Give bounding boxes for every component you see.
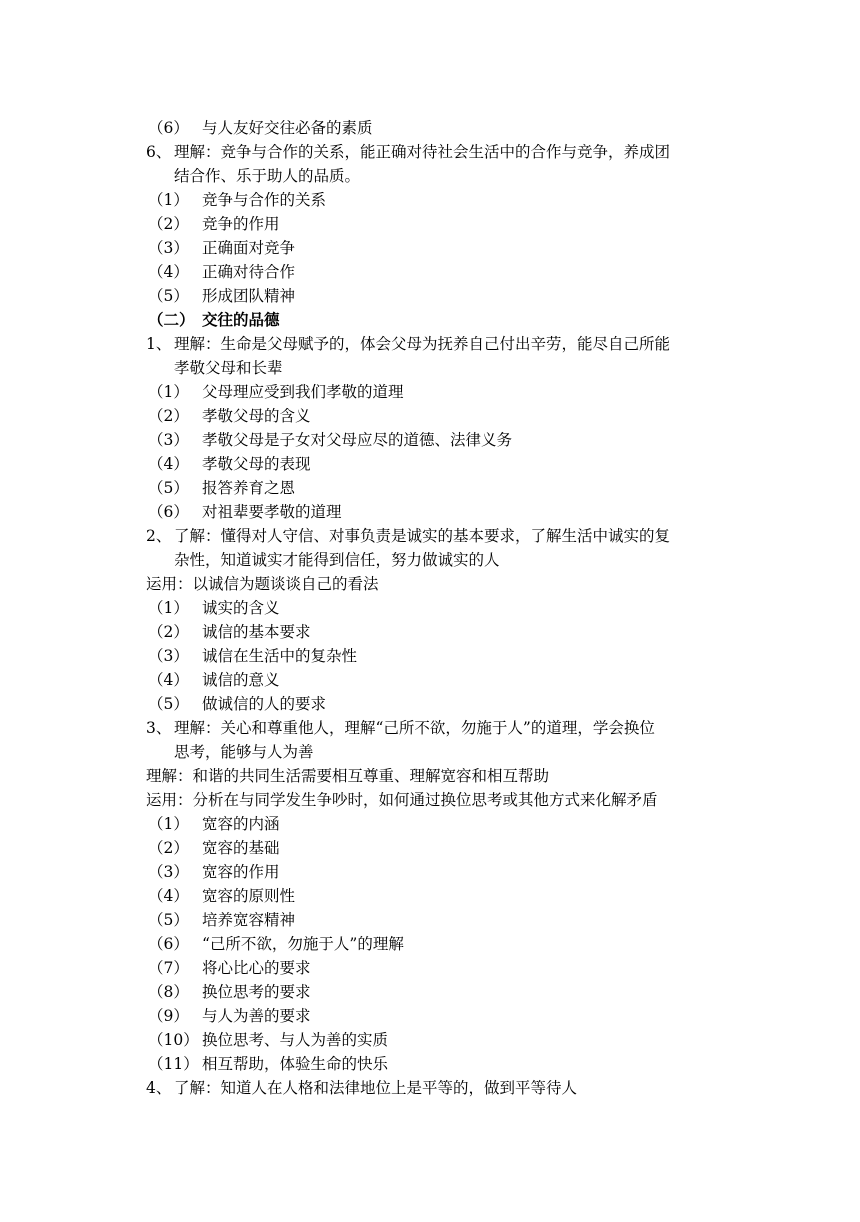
- item-number: （1）: [148, 383, 189, 401]
- item-text: 理解：竞争与合作的关系，能正确对待社会生活中的合作与竞争，养成团: [174, 143, 671, 161]
- item-number: （6）: [148, 935, 189, 953]
- item-number: （5）: [148, 911, 189, 929]
- item-text: 换位思考的要求: [202, 983, 311, 1001]
- item-number: （3）: [148, 863, 189, 881]
- item-number: 1、: [146, 335, 172, 353]
- item-text: 理解：生命是父母赋予的，体会父母为抚养自己付出辛劳，能尽自己所能: [174, 335, 671, 353]
- item-text: 正确面对竞争: [202, 239, 296, 257]
- list-item: [148, 261, 296, 283]
- item-text: 相互帮助，体验生命的快乐: [202, 1055, 389, 1073]
- section-item: [146, 141, 671, 163]
- item-number: （6）: [148, 119, 189, 137]
- item-number: （10）: [148, 1031, 199, 1049]
- item-text: 理解：关心和尊重他人，理解“己所不欲，勿施于人”的道理，学会换位: [174, 719, 655, 737]
- item-text: 换位思考、与人为善的实质: [202, 1031, 389, 1049]
- list-item: [148, 237, 296, 259]
- item-text: 孝敬父母的含义: [202, 407, 311, 425]
- list-item: [148, 645, 358, 667]
- heading-number: （二）: [148, 310, 195, 329]
- item-number: 3、: [146, 719, 172, 737]
- item-number: （8）: [148, 983, 189, 1001]
- item-number: （5）: [148, 479, 189, 497]
- list-item: [148, 861, 280, 883]
- item-text: 对祖辈要孝敬的道理: [202, 503, 342, 521]
- item-text: 父母理应受到我们孝敬的道理: [202, 383, 404, 401]
- list-item: [148, 501, 342, 523]
- list-item: [148, 453, 311, 475]
- section-item: [146, 1077, 578, 1099]
- item-number: （9）: [148, 1007, 189, 1025]
- list-item: [148, 213, 280, 235]
- item-text: 了解：懂得对人守信、对事负责是诚实的基本要求，了解生活中诚实的复: [174, 527, 671, 545]
- item-number: 2、: [146, 527, 172, 545]
- item-number: （4）: [148, 263, 189, 281]
- item-number: （3）: [148, 239, 189, 257]
- item-text: 诚实的含义: [202, 599, 280, 617]
- list-item: [148, 189, 327, 211]
- item-text: 竞争与合作的关系: [202, 191, 327, 209]
- item-text: 培养宽容精神: [202, 911, 296, 929]
- item-text: 宽容的作用: [202, 863, 280, 881]
- item-number: （4）: [148, 455, 189, 473]
- item-number: （2）: [148, 839, 189, 857]
- list-item: [148, 885, 296, 907]
- list-item: [148, 405, 311, 427]
- section-heading: [148, 309, 280, 331]
- list-item: [148, 693, 327, 715]
- section-item: [146, 525, 671, 547]
- item-number: （3）: [148, 431, 189, 449]
- item-text: 思考，能够与人为善: [174, 743, 314, 761]
- list-item: [148, 813, 280, 835]
- item-text: 宽容的原则性: [202, 887, 296, 905]
- item-text: 宽容的基础: [202, 839, 280, 857]
- list-item: [148, 1029, 389, 1051]
- list-item: [148, 429, 513, 451]
- item-text: 运用：分析在与同学发生争吵时，如何通过换位思考或其他方式来化解矛盾: [146, 791, 658, 809]
- item-text: 与人友好交往必备的素质: [202, 119, 373, 137]
- list-item: [148, 381, 404, 403]
- item-number: （4）: [148, 671, 189, 689]
- item-text: 杂性，知道诚实才能得到信任，努力做诚实的人: [174, 551, 500, 569]
- item-number: 4、: [146, 1079, 172, 1097]
- list-item: [148, 669, 280, 691]
- item-text: 宽容的内涵: [202, 815, 280, 833]
- list-item: [148, 597, 280, 619]
- item-text: 做诚信的人的要求: [202, 695, 327, 713]
- continuation-line: [174, 165, 360, 187]
- item-number: （3）: [148, 647, 189, 665]
- item-number: （4）: [148, 887, 189, 905]
- list-item: [148, 933, 404, 955]
- item-number: （5）: [148, 287, 189, 305]
- item-text: 报答养育之恩: [202, 479, 296, 497]
- item-number: 6、: [146, 143, 172, 161]
- continuation-line: [174, 741, 314, 763]
- item-number: （1）: [148, 815, 189, 833]
- list-item: [148, 1053, 389, 1075]
- item-number: （5）: [148, 695, 189, 713]
- item-text: “己所不欲，勿施于人”的理解: [202, 935, 404, 953]
- item-text: 结合作、乐于助人的品质。: [174, 167, 361, 185]
- item-text: 竞争的作用: [202, 215, 280, 233]
- item-text: 理解：和谐的共同生活需要相互尊重、理解宽容和相互帮助: [146, 767, 550, 785]
- item-text: 诚信的基本要求: [202, 623, 311, 641]
- item-number: （6）: [148, 503, 189, 521]
- list-item: [148, 621, 311, 643]
- item-number: （2）: [148, 407, 189, 425]
- list-item: [148, 957, 311, 979]
- heading-text: 交往的品德: [202, 310, 280, 329]
- section-item: [146, 333, 671, 355]
- item-text: 与人为善的要求: [202, 1007, 311, 1025]
- item-text: 诚信在生活中的复杂性: [202, 647, 358, 665]
- list-item: [148, 477, 296, 499]
- item-text: 将心比心的要求: [202, 959, 311, 977]
- continuation-line: [174, 357, 283, 379]
- item-text: 孝敬父母是子女对父母应尽的道德、法律义务: [202, 431, 513, 449]
- item-number: （11）: [148, 1055, 199, 1073]
- item-number: （1）: [148, 599, 189, 617]
- item-text: 运用：以诚信为题谈谈自己的看法: [146, 575, 379, 593]
- item-number: （7）: [148, 959, 189, 977]
- item-number: （2）: [148, 215, 189, 233]
- plain-line: [146, 765, 549, 787]
- item-text: 形成团队精神: [202, 287, 296, 305]
- item-number: （1）: [148, 191, 189, 209]
- item-text: 孝敬父母和长辈: [174, 359, 283, 377]
- item-text: 孝敬父母的表现: [202, 455, 311, 473]
- list-item: [148, 837, 280, 859]
- item-text: 了解：知道人在人格和法律地位上是平等的，做到平等待人: [174, 1079, 578, 1097]
- list-item: [148, 1005, 311, 1027]
- item-number: （2）: [148, 623, 189, 641]
- list-item: [148, 117, 373, 139]
- list-item: [148, 981, 311, 1003]
- item-text: 诚信的意义: [202, 671, 280, 689]
- list-item: [148, 285, 296, 307]
- item-text: 正确对待合作: [202, 263, 296, 281]
- continuation-line: [174, 549, 500, 571]
- section-item: [146, 717, 655, 739]
- plain-line: [146, 573, 379, 595]
- plain-line: [146, 789, 658, 811]
- list-item: [148, 909, 296, 931]
